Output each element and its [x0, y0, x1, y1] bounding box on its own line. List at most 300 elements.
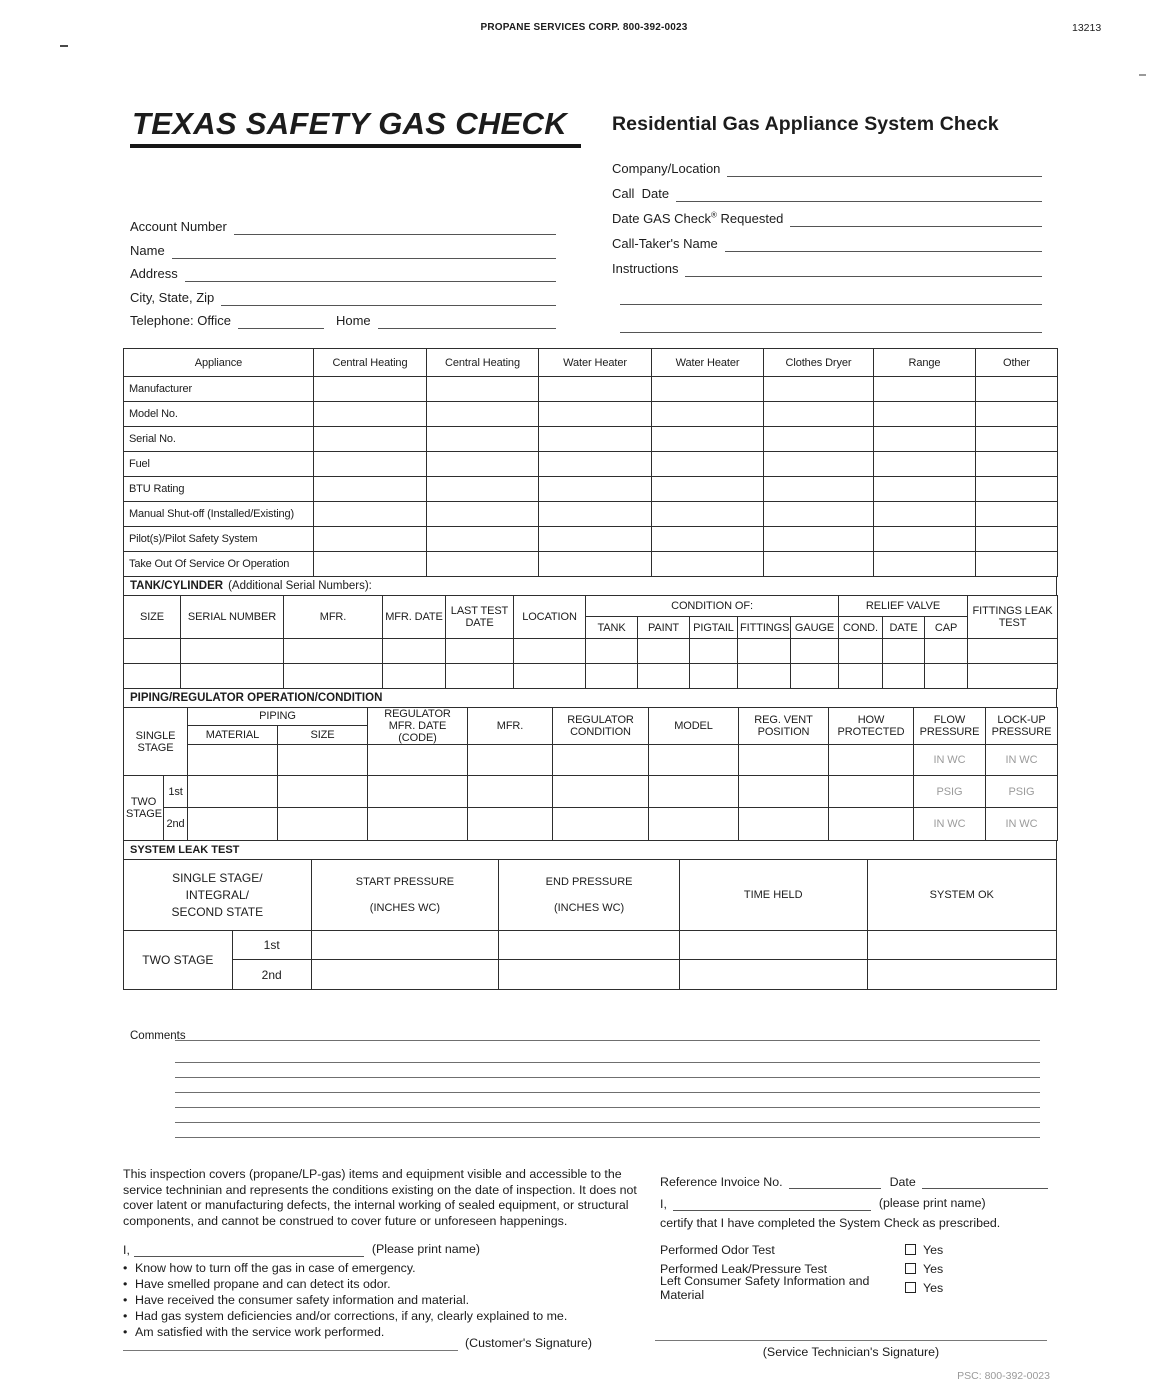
appliance-col-header: Water Heater: [539, 349, 652, 377]
customer-print-name-input[interactable]: [134, 1241, 364, 1257]
appliance-cell[interactable]: [539, 377, 652, 402]
piping-col-header: REGULATOR MFR. DATE (CODE): [368, 708, 468, 745]
appliance-cell[interactable]: [427, 402, 539, 427]
telephone-office-input[interactable]: [238, 313, 324, 329]
appliance-header-row: [124, 349, 1058, 377]
appliance-cell[interactable]: [652, 552, 764, 577]
appliance-cell[interactable]: [539, 402, 652, 427]
gas-check-requested-label: Date GAS Check® Requested: [612, 210, 784, 226]
appliance-cell[interactable]: [427, 452, 539, 477]
grid-cell[interactable]: [679, 960, 867, 990]
appliance-cell[interactable]: [874, 552, 976, 577]
appliance-cell[interactable]: [874, 402, 976, 427]
reference-invoice-field: [660, 1167, 1048, 1189]
city-state-zip-input[interactable]: [221, 290, 556, 306]
appliance-col-header: Water Heater: [652, 349, 764, 377]
two-stage-second-row: [124, 808, 1058, 841]
piping-col-header: REG. VENT POSITION: [739, 708, 829, 745]
appliance-cell[interactable]: [764, 427, 874, 452]
tank-header-row-1: [124, 596, 1058, 617]
bullet-dot: •: [123, 1324, 128, 1339]
grid-cell[interactable]: [188, 745, 278, 776]
tank-cell[interactable]: [839, 664, 883, 689]
tank-col-header: MFR.: [284, 596, 383, 639]
comment-line[interactable]: [175, 1137, 1040, 1138]
appliance-cell[interactable]: [874, 502, 976, 527]
customer-acknowledgement: [123, 1167, 650, 1340]
acknowledgement-bullet: [123, 1292, 650, 1308]
piping-col-header: MFR.: [468, 708, 553, 745]
appliance-cell[interactable]: [314, 427, 427, 452]
acknowledgement-bullet: [123, 1276, 650, 1292]
single-stage-leak-row: [124, 860, 1057, 931]
instructions-label: Instructions: [612, 261, 679, 276]
grid-cell[interactable]: [278, 745, 368, 776]
tank-cell[interactable]: [738, 639, 791, 664]
tank-cylinder-title: TANK/CYLINDER: [130, 580, 224, 592]
tank-cell[interactable]: [284, 639, 383, 664]
tank-cell[interactable]: [968, 664, 1058, 689]
appliance-cell[interactable]: [539, 452, 652, 477]
flow-pressure-unit[interactable]: IN WC: [914, 808, 986, 841]
form-number: 13213: [1072, 22, 1102, 34]
call-info-fields: [612, 152, 1042, 333]
end-pressure-cell[interactable]: END PRESSURE (INCHES WC): [499, 860, 680, 931]
grid-cell[interactable]: [553, 745, 649, 776]
second-stage-label: 2nd: [164, 808, 188, 841]
tank-cell[interactable]: [738, 664, 791, 689]
grid-cell[interactable]: [739, 776, 829, 808]
appliance-col-header: Central Heating: [427, 349, 539, 377]
appliance-cell[interactable]: [539, 502, 652, 527]
two-stage-label: TWO STAGE: [124, 776, 164, 841]
instructions-input[interactable]: [685, 261, 1042, 277]
tank-cell[interactable]: [883, 639, 925, 664]
appliance-cell[interactable]: [314, 402, 427, 427]
technician-signature-row: [655, 1326, 1047, 1359]
appliance-cell[interactable]: [539, 427, 652, 452]
slt-two-stage-second-row: [124, 960, 1057, 990]
grid-cell[interactable]: [311, 960, 499, 990]
check-row: [660, 1273, 1048, 1302]
grid-cell[interactable]: [188, 776, 278, 808]
tank-cell[interactable]: [383, 639, 446, 664]
appliance-cell[interactable]: [314, 552, 427, 577]
scan-mark: [1139, 74, 1146, 76]
appliance-cell[interactable]: [652, 402, 764, 427]
comment-line[interactable]: [175, 1092, 1040, 1093]
appliance-row-label: BTU Rating: [124, 477, 314, 502]
form-title: TEXAS SAFETY GAS CHECK: [130, 106, 581, 148]
appliance-cell[interactable]: [764, 452, 874, 477]
name-field: [130, 235, 556, 258]
tank-col-header: SIZE: [124, 596, 181, 639]
tank-row: [124, 664, 1058, 689]
tank-cell[interactable]: [514, 639, 586, 664]
slt-second-stage-label: 2nd: [232, 960, 311, 990]
city-state-zip-label: City, State, Zip: [130, 289, 215, 305]
yes-label: Yes: [923, 1280, 944, 1295]
tank-cell[interactable]: [791, 664, 839, 689]
address-input[interactable]: [185, 266, 556, 282]
appliance-cell[interactable]: [764, 402, 874, 427]
comment-line[interactable]: [175, 1077, 1040, 1078]
customer-print-name-field: [123, 1239, 650, 1257]
tank-cell[interactable]: [586, 639, 638, 664]
appliance-row: [124, 527, 1058, 552]
tank-cell[interactable]: [791, 639, 839, 664]
tank-cell[interactable]: [383, 664, 446, 689]
inspection-disclaimer: This inspection covers (propane/LP-gas) items and equipment visible and accessible to the service techninian and represents the conditions existing on the date of inspection. It does not cover latent or manufacturing defects, the internal working of sealed equipment, or structural components, and cannot be construed to cover future or unforeseen happenings.: [123, 1167, 637, 1229]
bullet-text: Know how to turn off the gas in case of emergency.: [135, 1260, 416, 1275]
lockup-pressure-unit[interactable]: IN WC: [986, 808, 1058, 841]
tank-cylinder-table: [123, 595, 1058, 689]
grid-cell[interactable]: [368, 745, 468, 776]
tank-cell[interactable]: [284, 664, 383, 689]
appliance-cell[interactable]: [539, 527, 652, 552]
piping-section-title: PIPING/REGULATOR OPERATION/CONDITION: [130, 692, 383, 704]
bullet-text: Had gas system deficiencies and/or corrections, if any, clearly explained to me.: [135, 1308, 568, 1323]
system-leak-test-table: [123, 840, 1057, 990]
yes-label: Yes: [923, 1261, 944, 1276]
grid-cell[interactable]: [649, 745, 739, 776]
instructions-field: [612, 252, 1042, 277]
appliance-col-header: Clothes Dryer: [764, 349, 874, 377]
comment-line[interactable]: [175, 1040, 1040, 1041]
piping-col-header: LOCK-UP PRESSURE: [986, 708, 1058, 745]
piping-col-header: REGULATOR CONDITION: [553, 708, 649, 745]
grid-cell[interactable]: [679, 931, 867, 960]
time-held-cell[interactable]: TIME HELD: [679, 860, 867, 931]
call-date-label: Call Date: [612, 186, 670, 201]
tank-col-header: MFR. DATE: [383, 596, 446, 639]
piping-col-header: HOW PROTECTED: [829, 708, 914, 745]
single-stage-label: SINGLE STAGE: [124, 708, 188, 776]
company-location-label: Company/Location: [612, 161, 721, 176]
company-location-input[interactable]: [727, 161, 1042, 177]
appliance-row-label: Take Out Of Service Or Operation: [124, 552, 314, 577]
bullet-text: Have smelled propane and can detect its odor.: [135, 1276, 391, 1291]
grid-cell[interactable]: [278, 808, 368, 841]
grid-cell[interactable]: [649, 776, 739, 808]
appliance-row-label: Manual Shut-off (Installed/Existing): [124, 502, 314, 527]
appliance-cell[interactable]: [874, 427, 976, 452]
grid-cell[interactable]: [468, 776, 553, 808]
appliance-cell[interactable]: [427, 377, 539, 402]
condition-col-header: TANK: [586, 617, 638, 639]
appliance-cell[interactable]: [427, 502, 539, 527]
start-pressure-cell[interactable]: START PRESSURE (INCHES WC): [311, 860, 499, 931]
check-label: Performed Leak/Pressure Test: [660, 1261, 828, 1276]
appliance-cell[interactable]: [652, 452, 764, 477]
tank-cell[interactable]: [883, 664, 925, 689]
check-label: Left Consumer Safety Information and Material: [660, 1273, 870, 1302]
piping-section-header: [123, 688, 1057, 708]
appliance-cell[interactable]: [764, 502, 874, 527]
tank-cell[interactable]: [839, 639, 883, 664]
grid-cell[interactable]: [739, 745, 829, 776]
appliance-col-header: Range: [874, 349, 976, 377]
grid-cell[interactable]: [829, 776, 914, 808]
system-ok-cell[interactable]: SYSTEM OK: [867, 860, 1056, 931]
slt-title-row: [124, 841, 1057, 860]
grid-cell[interactable]: [468, 745, 553, 776]
customer-signature-label: (Customer's Signature): [465, 1336, 593, 1350]
appliance-row-label: Serial No.: [124, 427, 314, 452]
flow-pressure-unit[interactable]: PSIG: [914, 776, 986, 808]
appliance-cell[interactable]: [874, 527, 976, 552]
tank-cell[interactable]: [968, 639, 1058, 664]
piping-group-header: PIPING: [188, 708, 368, 726]
bullet-dot: •: [123, 1260, 128, 1275]
customer-signature-input[interactable]: [123, 1336, 458, 1351]
tank-cell[interactable]: [690, 664, 738, 689]
tank-cell[interactable]: [181, 639, 284, 664]
appliance-cell[interactable]: [976, 527, 1058, 552]
yes-checkbox[interactable]: [905, 1244, 916, 1255]
appliance-cell[interactable]: [652, 527, 764, 552]
bullet-dot: •: [123, 1276, 128, 1291]
appliance-cell[interactable]: [976, 477, 1058, 502]
relief-col-header: DATE: [883, 617, 925, 639]
grid-cell[interactable]: [553, 776, 649, 808]
grid-cell[interactable]: [867, 960, 1056, 990]
two-stage-first-row: [124, 776, 1058, 808]
technician-signature-input[interactable]: [655, 1326, 1047, 1341]
appliance-row-label: Pilot(s)/Pilot Safety System: [124, 527, 314, 552]
system-leak-test-title: SYSTEM LEAK TEST: [130, 844, 240, 856]
comments-section: [130, 1026, 1040, 1151]
appliance-cell[interactable]: [976, 427, 1058, 452]
i-label: I,: [123, 1242, 130, 1257]
call-date-input[interactable]: [676, 186, 1042, 202]
piping-header-row-1: [124, 708, 1058, 726]
grid-cell[interactable]: [867, 931, 1056, 960]
comment-line[interactable]: [175, 1122, 1040, 1123]
appliance-cell[interactable]: [976, 377, 1058, 402]
appliance-row: [124, 502, 1058, 527]
appliance-cell[interactable]: [314, 452, 427, 477]
grid-cell[interactable]: [649, 808, 739, 841]
condition-col-header: GAUGE: [791, 617, 839, 639]
appliance-cell[interactable]: [976, 502, 1058, 527]
gas-check-requested-input[interactable]: [790, 211, 1042, 227]
tank-cell[interactable]: [586, 664, 638, 689]
technician-print-name-input[interactable]: [673, 1195, 871, 1211]
acknowledgement-bullet: [123, 1260, 650, 1276]
appliance-cell[interactable]: [314, 502, 427, 527]
grid-cell[interactable]: [368, 776, 468, 808]
comment-line[interactable]: [175, 1062, 1040, 1063]
registered-mark: ®: [711, 210, 717, 220]
appliance-cell[interactable]: [427, 477, 539, 502]
tank-row: [124, 639, 1058, 664]
appliance-row: [124, 477, 1058, 502]
print-header: PROPANE SERVICES CORP. 800-392-0023: [480, 22, 688, 33]
tank-cylinder-section-header: [123, 576, 1057, 596]
appliance-col-header: Other: [976, 349, 1058, 377]
customer-fields: [130, 212, 556, 329]
appliance-row: [124, 377, 1058, 402]
grid-cell[interactable]: [499, 960, 680, 990]
date-input[interactable]: [922, 1173, 1048, 1189]
print-name-note: (Please print name): [371, 1241, 481, 1256]
telephone-field: [130, 306, 556, 329]
appliance-cell[interactable]: [652, 502, 764, 527]
grid-cell[interactable]: [311, 931, 499, 960]
appliance-row: [124, 452, 1058, 477]
condition-col-header: FITTINGS: [738, 617, 791, 639]
appliance-cell[interactable]: [427, 527, 539, 552]
first-stage-label: 1st: [164, 776, 188, 808]
account-number-input[interactable]: [234, 219, 556, 235]
slt-first-stage-label: 1st: [232, 931, 311, 960]
instructions-extra-line[interactable]: [620, 277, 1042, 305]
customer-signature-row: [123, 1336, 683, 1351]
grid-cell[interactable]: [368, 808, 468, 841]
grid-cell[interactable]: [278, 776, 368, 808]
piping-col-header: FLOW PRESSURE: [914, 708, 986, 745]
piping-col-header: MODEL: [649, 708, 739, 745]
telephone-home-label: Home: [335, 312, 371, 328]
appliance-cell[interactable]: [764, 527, 874, 552]
lockup-pressure-unit[interactable]: PSIG: [986, 776, 1058, 808]
appliance-cell[interactable]: [874, 377, 976, 402]
tank-cell[interactable]: [925, 664, 968, 689]
grid-cell[interactable]: [188, 808, 278, 841]
appliance-cell[interactable]: [652, 427, 764, 452]
appliance-cell[interactable]: [976, 402, 1058, 427]
name-label: Name: [130, 242, 165, 258]
tank-cell[interactable]: [446, 639, 514, 664]
bullet-dot: •: [123, 1308, 128, 1323]
appliance-cell[interactable]: [764, 552, 874, 577]
piping-regulator-table: [123, 707, 1058, 841]
print-name-note: (please print name): [878, 1196, 986, 1210]
i-label: I,: [660, 1197, 667, 1211]
telephone-home-input[interactable]: [378, 313, 556, 329]
tank-cell[interactable]: [124, 639, 181, 664]
appliance-cell[interactable]: [427, 552, 539, 577]
appliance-row: [124, 427, 1058, 452]
appliance-cell[interactable]: [427, 427, 539, 452]
bullet-dot: •: [123, 1292, 128, 1307]
tank-col-header: LAST TEST DATE: [446, 596, 514, 639]
appliance-row-label: Fuel: [124, 452, 314, 477]
call-takers-name-input[interactable]: [725, 236, 1042, 252]
form-subtitle: Residential Gas Appliance System Check: [612, 113, 999, 135]
condition-col-header: PIGTAIL: [690, 617, 738, 639]
comments-label: Comments: [130, 1030, 186, 1042]
tank-cell[interactable]: [638, 664, 690, 689]
relief-valve-group-header: RELIEF VALVE: [839, 596, 968, 617]
relief-col-header: CAP: [925, 617, 968, 639]
technician-signature-label: (Service Technician's Signature): [762, 1345, 940, 1359]
appliance-cell[interactable]: [764, 377, 874, 402]
tank-cell[interactable]: [446, 664, 514, 689]
certify-statement: certify that I have completed the System Check as prescribed.: [660, 1216, 1001, 1230]
scan-mark: [60, 45, 68, 47]
tank-cell[interactable]: [638, 639, 690, 664]
technician-print-name-field: [660, 1189, 1048, 1211]
tank-cell[interactable]: [925, 639, 968, 664]
appliance-row-label: Model No.: [124, 402, 314, 427]
technician-certification: [660, 1167, 1048, 1302]
appliance-cell[interactable]: [539, 552, 652, 577]
slt-two-stage-label: TWO STAGE: [124, 931, 233, 990]
appliance-col-header: Central Heating: [314, 349, 427, 377]
check-row: [660, 1240, 1048, 1259]
tank-col-header: LOCATION: [514, 596, 586, 639]
condition-col-header: PAINT: [638, 617, 690, 639]
appliance-cell[interactable]: [976, 452, 1058, 477]
comment-line[interactable]: [175, 1107, 1040, 1108]
condition-of-group-header: CONDITION OF:: [586, 596, 839, 617]
account-number-field: [130, 212, 556, 235]
reference-invoice-input[interactable]: [789, 1173, 881, 1189]
tank-cell[interactable]: [181, 664, 284, 689]
yes-label: Yes: [923, 1242, 944, 1257]
tank-col-header: SERIAL NUMBER: [181, 596, 284, 639]
appliance-row: [124, 402, 1058, 427]
bullet-text: Have received the consumer safety information and material.: [135, 1292, 470, 1307]
slt-two-stage-first-row: [124, 931, 1057, 960]
instructions-extra-line[interactable]: [620, 305, 1042, 333]
appliance-row-label: Manufacturer: [124, 377, 314, 402]
tank-cell[interactable]: [124, 664, 181, 689]
flow-pressure-unit[interactable]: IN WC: [914, 745, 986, 776]
appliance-cell[interactable]: [314, 377, 427, 402]
appliance-cell[interactable]: [874, 452, 976, 477]
form-grid: [123, 348, 1057, 990]
date-label: Date: [889, 1175, 916, 1189]
yes-checkbox[interactable]: [905, 1263, 916, 1274]
footer-psc-code: PSC: 800-392-0023: [957, 1370, 1050, 1382]
grid-cell[interactable]: [829, 745, 914, 776]
appliance-cell[interactable]: [764, 477, 874, 502]
tank-cell[interactable]: [690, 639, 738, 664]
grid-cell[interactable]: [553, 808, 649, 841]
lockup-pressure-unit[interactable]: IN WC: [986, 745, 1058, 776]
appliance-cell[interactable]: [314, 527, 427, 552]
fittings-leak-test-header: FITTINGS LEAK TEST: [968, 596, 1058, 639]
name-input[interactable]: [172, 243, 556, 259]
grid-cell[interactable]: [499, 931, 680, 960]
bullet-text: Am satisfied with the service work performed.: [135, 1324, 385, 1339]
call-date-field: [612, 177, 1042, 202]
appliance-cell[interactable]: [539, 477, 652, 502]
appliance-cell[interactable]: [874, 477, 976, 502]
address-label: Address: [130, 266, 178, 282]
appliance-cell[interactable]: [652, 377, 764, 402]
grid-cell[interactable]: [468, 808, 553, 841]
grid-cell[interactable]: [739, 808, 829, 841]
grid-cell[interactable]: [829, 808, 914, 841]
check-label: Performed Odor Test: [660, 1242, 775, 1257]
appliance-col-header: Appliance: [124, 349, 314, 377]
appliance-cell[interactable]: [976, 552, 1058, 577]
address-field: [130, 259, 556, 282]
single-stage-integral-label: SINGLE STAGE/ INTEGRAL/ SECOND STATE: [124, 860, 312, 931]
call-takers-name-label: Call-Taker's Name: [612, 236, 718, 251]
tank-cell[interactable]: [514, 664, 586, 689]
appliance-cell[interactable]: [652, 477, 764, 502]
appliance-cell[interactable]: [314, 477, 427, 502]
account-number-label: Account Number: [130, 219, 227, 235]
piping-material-header: MATERIAL: [188, 725, 278, 744]
piping-size-header: SIZE: [278, 725, 368, 744]
yes-checkbox[interactable]: [905, 1282, 916, 1293]
